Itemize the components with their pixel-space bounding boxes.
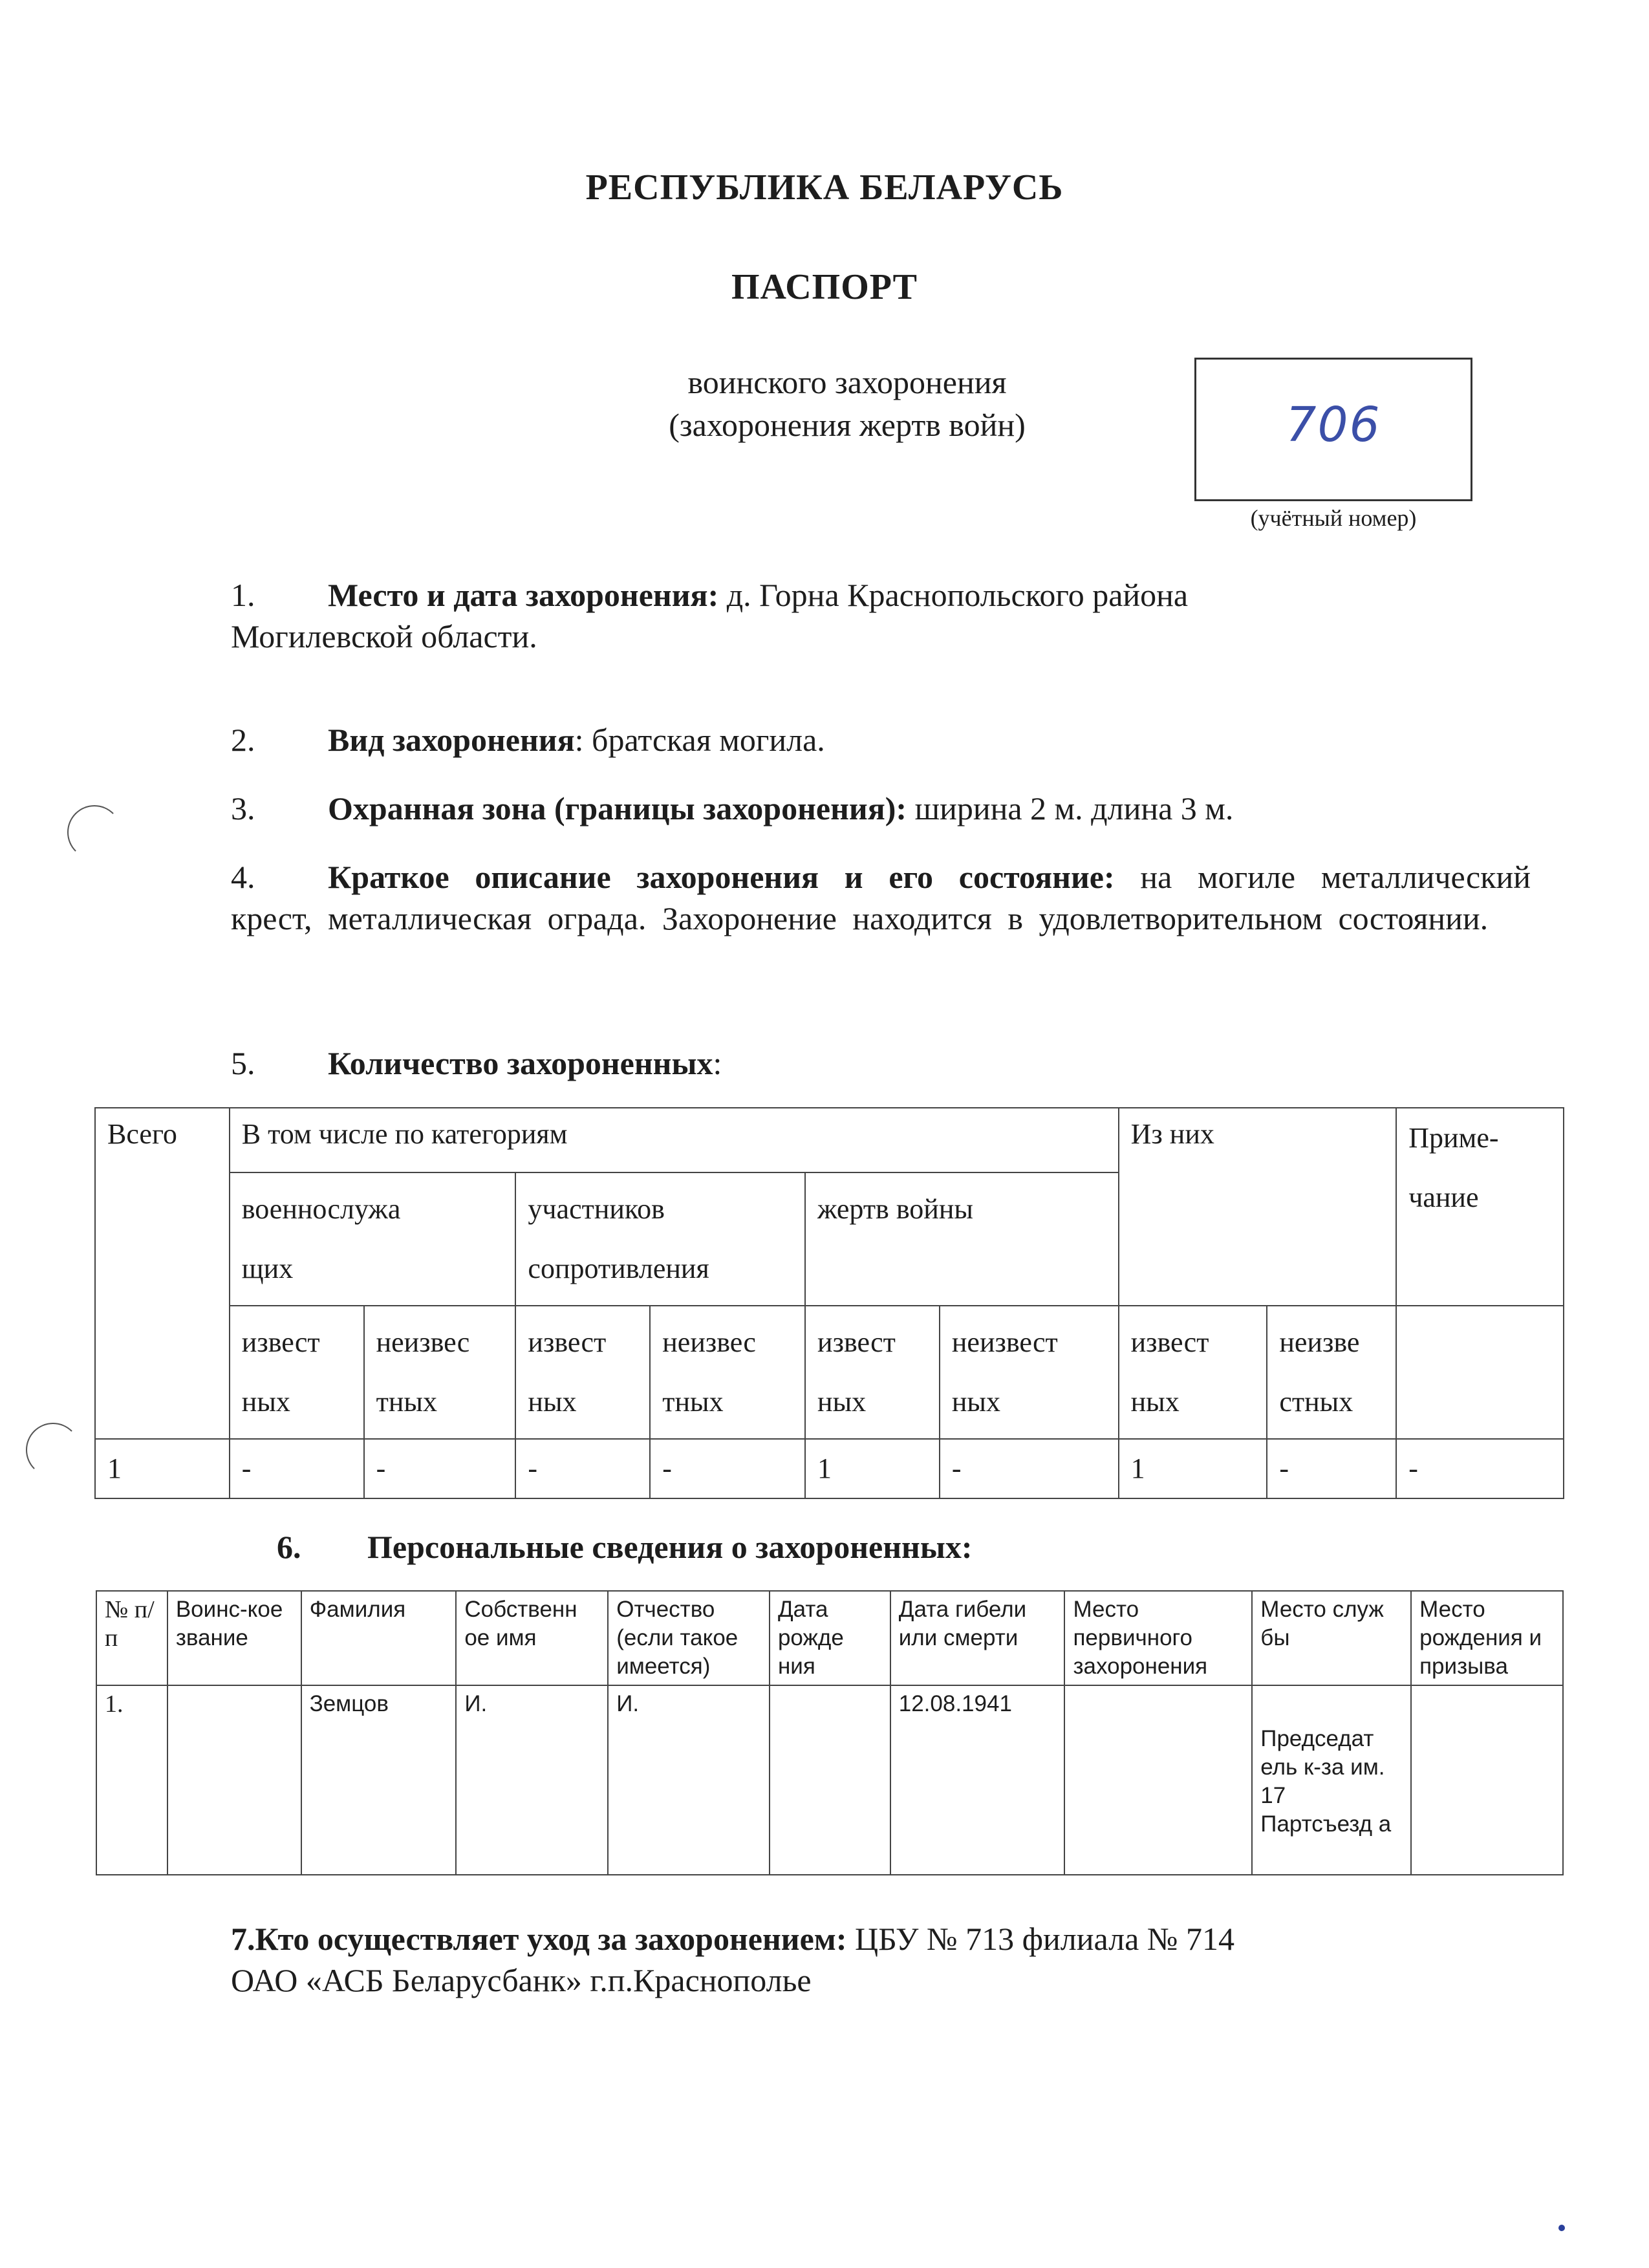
section-3-value: ширина 2 м. длина 3 м. [907, 790, 1234, 826]
table6-header-row [96, 1591, 1563, 1685]
section-4-value: на могиле металлический крест, металлическая ограда. Захоронение находится в удовлетворительном состоянии. [231, 859, 1531, 936]
header-military-line-2: щих [241, 1253, 294, 1284]
sub-unknown-of-them-1: неизве [1279, 1326, 1360, 1358]
section-1-value-line-2: Могилевской области. [231, 618, 537, 654]
section-2-number: 2. [231, 722, 255, 758]
section-1 [231, 574, 1460, 657]
sub-unknown-of-them [1267, 1306, 1396, 1439]
row-patronymic: И. [608, 1685, 770, 1875]
section-4-number: 4. [231, 859, 255, 895]
header-rank: Воинс-кое звание [167, 1591, 301, 1685]
registration-number-box [1194, 358, 1472, 501]
section-4-label: Краткое описание захоронения и его состояние: [328, 859, 1115, 895]
sub-known-of-them-2: ных [1130, 1386, 1180, 1418]
section-7-value-line-2: ОАО «АСБ Беларусбанк» г.п.Краснополье [231, 1962, 812, 1998]
section-2-label: Вид захоронения [328, 722, 575, 758]
registration-number-label: (учётный номер) [1250, 505, 1417, 531]
row-primary-burial [1064, 1685, 1252, 1875]
sub-known-military-1: извест [241, 1326, 320, 1358]
header-military-line-1: военнослужа [241, 1193, 401, 1225]
republic-title: РЕСПУБЛИКА БЕЛАРУСЬ [585, 167, 1064, 208]
section-6-number: 6. [277, 1529, 301, 1565]
header-total: Всего [95, 1108, 230, 1439]
sub-known-resistance-2: ных [528, 1386, 577, 1418]
cell-known-victims: 1 [805, 1439, 940, 1498]
cell-known-military: - [230, 1439, 364, 1498]
section-7-label: 7.Кто осуществляет уход за захоронением: [231, 1921, 847, 1957]
sub-known-of-them [1119, 1306, 1267, 1439]
section-5-label: Количество захороненных [328, 1045, 713, 1081]
header-of-them: Из них [1119, 1108, 1397, 1306]
header-birth-place: Место рождения и призыва [1411, 1591, 1563, 1685]
header-note-line-2: чание [1408, 1182, 1479, 1213]
table5-header-row-1 [95, 1108, 1564, 1172]
section-3 [231, 788, 1460, 829]
sub-known-resistance-1: извест [528, 1326, 607, 1358]
header-war-victims: жертв войны [805, 1172, 1119, 1306]
cell-unknown-victims: - [940, 1439, 1119, 1498]
header-first-name: Собственн ое имя [456, 1591, 608, 1685]
section-2-value: : братская могила. [574, 722, 825, 758]
sub-unknown-of-them-2: стных [1279, 1386, 1353, 1418]
section-5-number: 5. [231, 1045, 255, 1081]
cell-unknown-of-them: - [1267, 1439, 1396, 1498]
ink-dot [1558, 2225, 1565, 2231]
header-military [230, 1172, 516, 1306]
sub-unknown-victims-2: ных [951, 1386, 1000, 1418]
section-1-label: Место и дата захоронения: [328, 577, 719, 613]
header-resistance-line-2: сопротивления [528, 1253, 709, 1284]
personal-info-table [96, 1590, 1564, 1875]
sub-unknown-victims-1: неизвест [951, 1326, 1058, 1358]
sub-note-empty [1396, 1306, 1564, 1439]
section-6 [277, 1526, 1505, 1568]
header-by-category: В том числе по категориям [230, 1108, 1119, 1172]
row-rank [167, 1685, 301, 1875]
cell-known-of-them: 1 [1119, 1439, 1267, 1498]
section-5-colon: : [713, 1045, 722, 1081]
cell-unknown-resistance: - [650, 1439, 805, 1498]
sub-unknown-victims [940, 1306, 1119, 1439]
sub-known-victims-2: ных [817, 1386, 867, 1418]
cell-note: - [1396, 1439, 1564, 1498]
sub-unknown-resistance-1: неизвес [662, 1326, 756, 1358]
header-patronymic: Отчество (если такое имеется) [608, 1591, 770, 1685]
row-surname: Земцов [301, 1685, 457, 1875]
section-5 [231, 1042, 1460, 1084]
registration-number: 706 [1286, 397, 1381, 453]
header-birth-date: Дата рожде ния [770, 1591, 890, 1685]
header-death-date: Дата гибели или смерти [890, 1591, 1065, 1685]
table-row [96, 1685, 1563, 1875]
section-6-label: Персональные сведения о захороненных: [367, 1529, 973, 1565]
header-resistance [515, 1172, 805, 1306]
section-1-value-line-1: д. Горна Краснопольского района [718, 577, 1189, 613]
section-7-value-line-1: ЦБУ № 713 филиала № 714 [846, 1921, 1234, 1957]
sub-unknown-resistance-2: тных [662, 1386, 724, 1418]
row-birth-place [1411, 1685, 1563, 1875]
header-note [1396, 1108, 1564, 1306]
row-birth-date [770, 1685, 890, 1875]
sub-known-resistance [515, 1306, 650, 1439]
sub-known-victims-1: извест [817, 1326, 896, 1358]
punch-hole-mark-top [67, 805, 122, 859]
section-3-number: 3. [231, 790, 255, 826]
header-surname: Фамилия [301, 1591, 457, 1685]
header-primary-burial: Место первичного захоронения [1064, 1591, 1252, 1685]
sub-unknown-military-2: тных [376, 1386, 437, 1418]
section-4 [231, 856, 1531, 939]
sub-known-military-2: ных [241, 1386, 290, 1418]
document-subtitle [569, 361, 1125, 446]
header-resistance-line-1: участников [528, 1193, 665, 1225]
sub-known-of-them-1: извест [1130, 1326, 1209, 1358]
punch-hole-mark-bottom [26, 1423, 80, 1477]
sub-known-victims [805, 1306, 940, 1439]
row-first-name: И. [456, 1685, 608, 1875]
document-title: ПАСПОРТ [731, 267, 918, 307]
section-7 [231, 1918, 1531, 2001]
header-service-place: Место служ бы [1252, 1591, 1411, 1685]
row-number: 1. [96, 1685, 167, 1875]
cell-unknown-military: - [364, 1439, 516, 1498]
cell-known-resistance: - [515, 1439, 650, 1498]
sub-unknown-military [364, 1306, 516, 1439]
row-service-place: Председат ель к-за им. 17 Партсъезд а [1252, 1685, 1411, 1875]
section-3-label: Охранная зона (границы захоронения): [328, 790, 907, 826]
section-1-number: 1. [231, 577, 255, 613]
subtitle-line-2: (захоронения жертв войн) [669, 407, 1026, 443]
row-death-date: 12.08.1941 [890, 1685, 1065, 1875]
sub-unknown-military-1: неизвес [376, 1326, 470, 1358]
table5-data-row [95, 1439, 1564, 1498]
sub-unknown-resistance [650, 1306, 805, 1439]
header-note-line-1: Приме- [1408, 1122, 1499, 1154]
table5-header-row-3 [95, 1306, 1564, 1439]
burial-count-table [94, 1107, 1564, 1499]
subtitle-line-1: воинского захоронения [687, 364, 1007, 400]
cell-total: 1 [95, 1439, 230, 1498]
header-number: № п/п [96, 1591, 167, 1685]
section-2 [231, 719, 1460, 761]
sub-known-military [230, 1306, 364, 1439]
